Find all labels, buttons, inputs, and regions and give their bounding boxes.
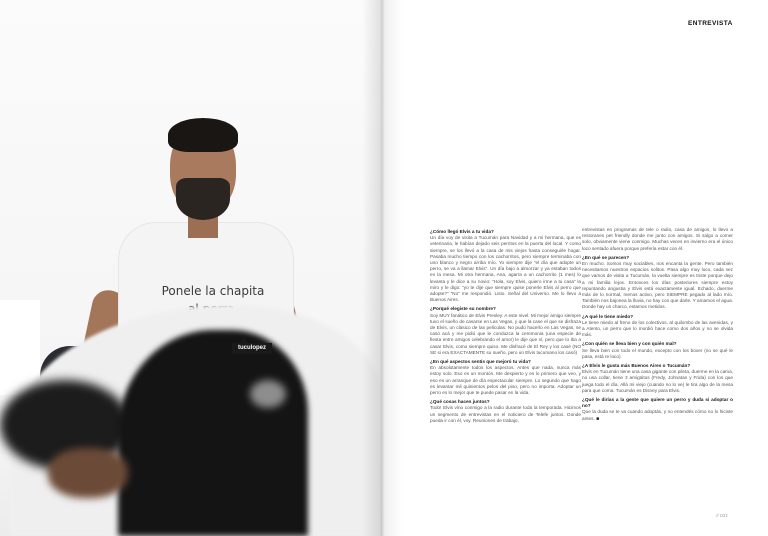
answer: Soy MUY fanático de Elvis Presley. A este nivel. Mi mejor amigo siempre tuvo el sueño de casarse en Las Vegas, y que la case el que se disfraza de Elvis, un clásico de las películas. No pudo hacerlo en Las Vegas, se casó acá y me pidió que le conduzca la ceremonia (una especie de fiesta entre amigos celebrando el amor) le dije que sí, pero que lo iba a casar Elvis, como siempre quiso. Me disfracé de El Rey y los casé (NO SE si era EXACTAMENTE su sueño, pero un Elvis tucumano los casó) [430, 312, 581, 355]
question: ¿En qué se parecen? [582, 254, 630, 260]
question: ¿Cómo llegó Elvis a tu vida? [430, 229, 494, 234]
answer: En absolutamente todos los aspectos. Antes que nada, nunca más estoy solo. Eso es un montón. Me despierto y es lo primero que veo, y eso es un arranque de día espectacular siempre. Lo segundo que hago es levantar mil quinientos pelos del piso, pero no importa. Adoptar un perro es lo mejor que te puede pasar en la vida. [430, 365, 581, 396]
answer: Todo! Elvis vino conmigo a la radio durante toda la temporada. Hicimos un segmento de entrevistas en el noticiero de Telefe juntos. Donde pueda ir con él, voy. Reuniones de trabajo, [430, 405, 581, 423]
tag-pointer-icon [240, 335, 248, 343]
question: ¿A Elvis le gusta más Buenos Aires o Tucumán? [582, 363, 691, 369]
tshirt-slogan-line1: Ponele la chapita [161, 284, 265, 298]
final-answer-text: Que la duda se te va cuando adoptás, y no entendés cómo no lo hiciste antes. [582, 409, 733, 421]
answer: Un día voy de visita a Tucumán para Navidad y a mi hermana, que es veterinaria, le habían dejado seis perritos en la puerta del local. Y como siempre, se los llevó a la casa de mis viejos hasta conseguirle hogar. Pasaba mucho tiempo con los cachorritos, pero siempre terminaba con uno blanco y negro arriba mío. Yo siempre dije “el día que adopte un perro, se va a llamar Elvis”. Un día bajo a almorzar y ya estaban todos en la mesa. Mi otra hermana, Ana, agarra a un cachorrito (1 mes) lo levanta y le dice a su novio: “Hola, soy Elvis, quiero irme a tu casa” la miro y le digo: “yo te dije que siempre quise ponerle Elvis al perro que adopte?” “No” me respondió. Listo. Señal del Universo. Me lo llevo a Buenos Aires. [430, 235, 581, 303]
question: ¿Con quién se lleva bien y con quién mal? [582, 341, 677, 347]
answer: Elvis en Tucumán tiene una casa gigante con pileta, duerme en la cama, no usa collar, tiene 3 amigüitos (Fredy, Johnatan y Frida) con los que juega todo el día. Allá mi viejo (cuando no lo ve) le tira algo de la mesa para que coma. Tucumán es Disney para Elvis. [582, 369, 733, 393]
question: ¿Qué cosas hacen juntos? [430, 399, 490, 405]
question: ¿En qué aspectos sentís que mejoró tu vida? [430, 359, 531, 365]
final-answer [582, 409, 733, 421]
answer: Le tiene miedo al freno de los colectivos, al quilombo de las avenidas, y a Atento, un perro que lo mordió hace como dos años y no se olvida más. [582, 319, 733, 338]
left-page [0, 0, 382, 536]
portrait-photo [0, 0, 382, 536]
page-number: // 031 [716, 514, 729, 519]
article-column-1 [430, 229, 581, 427]
end-mark-icon: ■ [596, 415, 600, 422]
question: ¿Qué le dirías a la gente que quiere un perro y duda si adoptar o no? [582, 397, 733, 409]
section-label: ENTREVISTA [688, 20, 733, 27]
photo-tag[interactable]: tuculopez [232, 343, 272, 354]
question: ¿A qué le tiene miedo? [582, 313, 634, 319]
answer: Se lleva bien con todo el mundo, excepto con los boxer (no se qué le pasa, está re loco) [582, 347, 733, 359]
article-column-2 [582, 227, 733, 425]
question: ¿Porqué elegiste su nombre? [430, 306, 496, 312]
answer: entrevistas en programas de tele o radio, casa de amigos, lo llevo a restoranes pet friendly donde me junto con amigos. Si salgo a comer solo, obviamente viene conmigo. Muchas veces en invierno era el único loco sentado afuera porque prefería estar con él. [582, 227, 733, 251]
page-gutter [362, 0, 402, 536]
answer: En mucho. Somos muy sociables, nos encanta la gente. Pero también necesitamos nuestros espacios solitos. Pasa algo muy loco, cada vez que vamos de visita a Tucumán, la vuelta siempre es triste porque dejo a mi familia lejos. Entonces los días posteriores siempre estoy repuntando angustia y Elvis está exactamente igual. Echado, duerme más de lo normal, menos activo, pero SIEMPRE pegado al lado mío. También nos bajonea la lluvia, no hay con que darle. Y amamos el agua. Donde hay un charco, estamos metidos. [582, 261, 733, 310]
